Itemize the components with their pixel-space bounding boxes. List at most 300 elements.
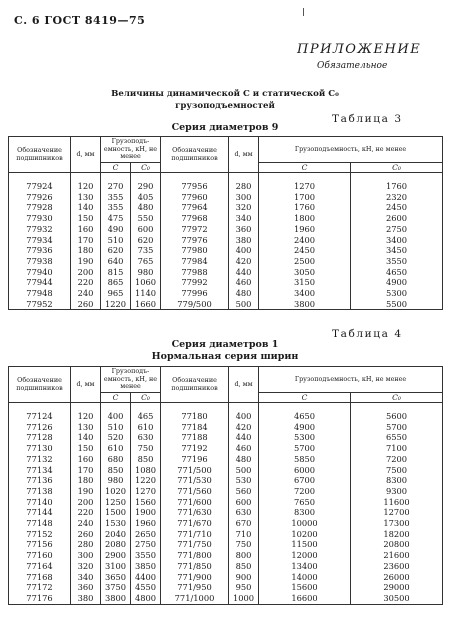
cell-d: 750 — [229, 539, 259, 550]
cell-designation: 77128 — [9, 432, 71, 443]
col-d: d, мм — [71, 137, 101, 173]
cell-c0: 620 — [131, 235, 161, 246]
cell-designation: 77160 — [9, 550, 71, 561]
cell-designation: 77976 — [161, 235, 229, 246]
cell-designation: 771/900 — [161, 572, 229, 583]
cell-designation: 77152 — [9, 529, 71, 540]
table-row — [9, 465, 443, 476]
cell-designation: 77930 — [9, 213, 71, 224]
margin-mark — [303, 8, 304, 16]
col-capacity-2: Грузоподъемность, кН, не менее — [259, 137, 443, 163]
cell-d: 440 — [229, 432, 259, 443]
cell-d: 500 — [229, 299, 259, 310]
cell-d: 380 — [229, 235, 259, 246]
appendix-note: Обязательное — [317, 61, 388, 71]
cell-d: 130 — [71, 192, 101, 203]
cell-c0: 7500 — [351, 465, 443, 476]
table-3-label: Таблица 3 — [332, 113, 403, 125]
cell-designation: 77124 — [9, 411, 71, 422]
cell-c0: 29000 — [351, 582, 443, 593]
table-row — [9, 245, 443, 256]
appendix-title: ПРИЛОЖЕНИЕ — [297, 42, 422, 57]
cell-c: 10000 — [259, 518, 351, 529]
cell-c0: 4400 — [131, 572, 161, 583]
cell-c0: 2750 — [351, 224, 443, 235]
cell-c: 8300 — [259, 507, 351, 518]
cell-c0: 1080 — [131, 465, 161, 476]
cell-d: 130 — [71, 422, 101, 433]
cell-designation: 77968 — [161, 213, 229, 224]
cell-c: 2080 — [101, 539, 131, 550]
cell-d: 340 — [71, 572, 101, 583]
cell-c: 400 — [101, 411, 131, 422]
cell-c0: 2450 — [351, 202, 443, 213]
cell-c0: 4650 — [351, 267, 443, 278]
table-row — [9, 497, 443, 508]
cell-c: 3800 — [101, 593, 131, 604]
table-row — [9, 432, 443, 443]
cell-c: 815 — [101, 267, 131, 278]
cell-c: 5700 — [259, 443, 351, 454]
table-row — [9, 593, 443, 604]
cell-d: 400 — [229, 411, 259, 422]
cell-d: 320 — [229, 202, 259, 213]
table-row — [9, 256, 443, 267]
cell-c0: 1060 — [131, 277, 161, 288]
cell-d: 140 — [71, 432, 101, 443]
cell-c: 640 — [101, 256, 131, 267]
cell-c: 7650 — [259, 497, 351, 508]
cell-d: 140 — [71, 202, 101, 213]
cell-d: 420 — [229, 422, 259, 433]
table-row — [9, 277, 443, 288]
col-c0-2: C₀ — [351, 162, 443, 173]
cell-designation: 77960 — [161, 192, 229, 203]
cell-d: 160 — [71, 454, 101, 465]
cell-c: 3150 — [259, 277, 351, 288]
table-row — [9, 235, 443, 246]
cell-d: 170 — [71, 235, 101, 246]
cell-designation: 77952 — [9, 299, 71, 310]
col-capacity: Грузоподъ-емность, кН, не менее — [101, 367, 161, 393]
cell-d: 530 — [229, 475, 259, 486]
table-row — [9, 299, 443, 310]
cell-d: 360 — [229, 224, 259, 235]
cell-c0: 8300 — [351, 475, 443, 486]
caption-line-2: грузоподъемностей — [175, 101, 275, 111]
cell-designation: 771/630 — [161, 507, 229, 518]
col-c0-2: C₀ — [351, 392, 443, 403]
cell-d: 500 — [229, 465, 259, 476]
cell-designation: 77988 — [161, 267, 229, 278]
cell-d: 600 — [229, 497, 259, 508]
cell-d: 120 — [71, 411, 101, 422]
cell-c0: 290 — [131, 181, 161, 192]
cell-c: 1500 — [101, 507, 131, 518]
cell-c: 1760 — [259, 202, 351, 213]
cell-d: 420 — [229, 256, 259, 267]
cell-d: 180 — [71, 245, 101, 256]
cell-c0: 1220 — [131, 475, 161, 486]
cell-designation: 771/850 — [161, 561, 229, 572]
table-row — [9, 224, 443, 235]
table-3-body — [9, 173, 443, 310]
cell-d: 160 — [71, 224, 101, 235]
col-c: C — [101, 162, 131, 173]
cell-designation: 77156 — [9, 539, 71, 550]
cell-c0: 4800 — [131, 593, 161, 604]
cell-designation: 77944 — [9, 277, 71, 288]
table-row — [9, 192, 443, 203]
cell-c: 620 — [101, 245, 131, 256]
cell-c: 6000 — [259, 465, 351, 476]
cell-d: 320 — [71, 561, 101, 572]
col-designation: Обозначение подшипников — [9, 367, 71, 403]
cell-d: 460 — [229, 443, 259, 454]
col-c0: C₀ — [131, 162, 161, 173]
cell-c: 1700 — [259, 192, 351, 203]
cell-c: 980 — [101, 475, 131, 486]
table-row — [9, 561, 443, 572]
cell-designation: 77972 — [161, 224, 229, 235]
cell-c: 15600 — [259, 582, 351, 593]
cell-c0: 5600 — [351, 411, 443, 422]
cell-designation: 77926 — [9, 192, 71, 203]
col-d-2: d, мм — [229, 367, 259, 403]
cell-d: 180 — [71, 475, 101, 486]
cell-c: 2040 — [101, 529, 131, 540]
cell-c0: 18200 — [351, 529, 443, 540]
cell-d: 240 — [71, 518, 101, 529]
cell-c: 850 — [101, 465, 131, 476]
cell-c0: 2320 — [351, 192, 443, 203]
cell-designation: 779/500 — [161, 299, 229, 310]
cell-d: 280 — [71, 539, 101, 550]
cell-c: 3400 — [259, 288, 351, 299]
cell-c0: 5500 — [351, 299, 443, 310]
cell-c0: 3450 — [351, 245, 443, 256]
cell-c0: 600 — [131, 224, 161, 235]
table-4-label: Таблица 4 — [332, 328, 403, 340]
cell-d: 380 — [71, 593, 101, 604]
table-row — [9, 582, 443, 593]
cell-c: 680 — [101, 454, 131, 465]
cell-c: 3800 — [259, 299, 351, 310]
cell-c: 1220 — [101, 299, 131, 310]
col-capacity: Грузоподъ-емность, кН, не менее — [101, 137, 161, 163]
table-4 — [8, 366, 443, 605]
cell-designation: 771/560 — [161, 486, 229, 497]
cell-c0: 1760 — [351, 181, 443, 192]
table-row — [9, 213, 443, 224]
cell-designation: 771/500 — [161, 465, 229, 476]
cell-d: 480 — [229, 288, 259, 299]
cell-designation: 77144 — [9, 507, 71, 518]
cell-c0: 630 — [131, 432, 161, 443]
cell-c: 520 — [101, 432, 131, 443]
cell-c0: 465 — [131, 411, 161, 422]
cell-designation: 77168 — [9, 572, 71, 583]
cell-d: 850 — [229, 561, 259, 572]
col-d: d, мм — [71, 367, 101, 403]
cell-d: 480 — [229, 454, 259, 465]
cell-d: 560 — [229, 486, 259, 497]
cell-d: 340 — [229, 213, 259, 224]
cell-designation: 77134 — [9, 465, 71, 476]
cell-designation: 77948 — [9, 288, 71, 299]
cell-c: 510 — [101, 235, 131, 246]
cell-designation: 77176 — [9, 593, 71, 604]
cell-c: 16600 — [259, 593, 351, 604]
cell-designation: 771/530 — [161, 475, 229, 486]
table-row — [9, 507, 443, 518]
cell-c0: 3850 — [131, 561, 161, 572]
cell-designation: 77130 — [9, 443, 71, 454]
cell-c0: 23600 — [351, 561, 443, 572]
table-row — [9, 529, 443, 540]
cell-designation: 77184 — [161, 422, 229, 433]
cell-d: 460 — [229, 277, 259, 288]
col-c: C — [101, 392, 131, 403]
cell-c0: 7200 — [351, 454, 443, 465]
cell-c: 1800 — [259, 213, 351, 224]
cell-d: 220 — [71, 507, 101, 518]
table-row — [9, 443, 443, 454]
col-designation-2: Обозначение подшипников — [161, 137, 229, 173]
cell-d: 190 — [71, 256, 101, 267]
cell-designation: 77188 — [161, 432, 229, 443]
cell-designation: 77136 — [9, 475, 71, 486]
cell-c0: 2600 — [351, 213, 443, 224]
cell-d: 400 — [229, 245, 259, 256]
cell-d: 300 — [229, 192, 259, 203]
cell-c: 3650 — [101, 572, 131, 583]
col-designation: Обозначение подшипников — [9, 137, 71, 173]
table-row — [9, 422, 443, 433]
cell-d: 280 — [229, 181, 259, 192]
cell-c0: 30500 — [351, 593, 443, 604]
cell-designation: 771/800 — [161, 550, 229, 561]
cell-d: 150 — [71, 213, 101, 224]
cell-c: 355 — [101, 202, 131, 213]
cell-c: 12000 — [259, 550, 351, 561]
cell-c: 4900 — [259, 422, 351, 433]
cell-c: 270 — [101, 181, 131, 192]
table-3 — [8, 136, 443, 310]
cell-designation: 77996 — [161, 288, 229, 299]
table-row — [9, 550, 443, 561]
cell-designation: 771/1000 — [161, 593, 229, 604]
cell-designation: 77932 — [9, 224, 71, 235]
cell-d: 170 — [71, 465, 101, 476]
cell-c0: 4550 — [131, 582, 161, 593]
cell-c0: 3550 — [351, 256, 443, 267]
col-c-2: C — [259, 392, 351, 403]
cell-c0: 610 — [131, 422, 161, 433]
cell-c: 355 — [101, 192, 131, 203]
cell-d: 360 — [71, 582, 101, 593]
cell-d: 710 — [229, 529, 259, 540]
cell-c: 510 — [101, 422, 131, 433]
cell-designation: 77126 — [9, 422, 71, 433]
col-capacity-2: Грузоподъемность, кН, не менее — [259, 367, 443, 393]
cell-c: 3050 — [259, 267, 351, 278]
cell-c: 475 — [101, 213, 131, 224]
cell-designation: 77956 — [161, 181, 229, 192]
cell-d: 240 — [71, 288, 101, 299]
cell-designation: 77196 — [161, 454, 229, 465]
cell-c0: 1960 — [131, 518, 161, 529]
cell-c: 7200 — [259, 486, 351, 497]
cell-designation: 77938 — [9, 256, 71, 267]
cell-d: 260 — [71, 299, 101, 310]
cell-d: 150 — [71, 443, 101, 454]
table-3-series: Серия диаметров 9 — [171, 122, 279, 133]
cell-c0: 5700 — [351, 422, 443, 433]
cell-designation: 77964 — [161, 202, 229, 213]
cell-c0: 26000 — [351, 572, 443, 583]
col-c0: C₀ — [131, 392, 161, 403]
cell-designation: 771/710 — [161, 529, 229, 540]
cell-d: 190 — [71, 486, 101, 497]
cell-c0: 20800 — [351, 539, 443, 550]
cell-c0: 405 — [131, 192, 161, 203]
cell-c: 2900 — [101, 550, 131, 561]
cell-c: 965 — [101, 288, 131, 299]
col-c-2: C — [259, 162, 351, 173]
cell-d: 670 — [229, 518, 259, 529]
cell-c: 2450 — [259, 245, 351, 256]
spacer-row — [9, 173, 443, 182]
table-row — [9, 288, 443, 299]
cell-designation: 77934 — [9, 235, 71, 246]
cell-designation: 77992 — [161, 277, 229, 288]
table-4-subseries: Нормальная серия ширин — [151, 351, 299, 362]
cell-c: 2500 — [259, 256, 351, 267]
cell-c: 3100 — [101, 561, 131, 572]
cell-designation: 771/750 — [161, 539, 229, 550]
cell-c0: 4900 — [351, 277, 443, 288]
table-4-series — [90, 339, 360, 363]
cell-d: 630 — [229, 507, 259, 518]
cell-c: 865 — [101, 277, 131, 288]
cell-c0: 3550 — [131, 550, 161, 561]
cell-designation: 77172 — [9, 582, 71, 593]
cell-c0: 1900 — [131, 507, 161, 518]
cell-c0: 550 — [131, 213, 161, 224]
cell-designation: 77138 — [9, 486, 71, 497]
cell-designation: 77180 — [161, 411, 229, 422]
cell-c: 6700 — [259, 475, 351, 486]
cell-c0: 750 — [131, 443, 161, 454]
cell-d: 300 — [71, 550, 101, 561]
table-4-body — [9, 403, 443, 605]
cell-c0: 12700 — [351, 507, 443, 518]
cell-designation: 771/600 — [161, 497, 229, 508]
cell-c: 490 — [101, 224, 131, 235]
cell-d: 200 — [71, 267, 101, 278]
cell-c0: 11600 — [351, 497, 443, 508]
table-4-series-title: Серия диаметров 1 — [171, 339, 279, 350]
cell-d: 950 — [229, 582, 259, 593]
cell-designation: 77924 — [9, 181, 71, 192]
spacer-row — [9, 403, 443, 412]
cell-designation: 77984 — [161, 256, 229, 267]
cell-c: 13400 — [259, 561, 351, 572]
cell-c: 1530 — [101, 518, 131, 529]
cell-c: 4650 — [259, 411, 351, 422]
cell-d: 800 — [229, 550, 259, 561]
table-row — [9, 539, 443, 550]
cell-c: 1960 — [259, 224, 351, 235]
cell-c: 1250 — [101, 497, 131, 508]
cell-c0: 765 — [131, 256, 161, 267]
cell-c0: 735 — [131, 245, 161, 256]
cell-c0: 3400 — [351, 235, 443, 246]
cell-c: 1270 — [259, 181, 351, 192]
cell-c: 11500 — [259, 539, 351, 550]
cell-c0: 5300 — [351, 288, 443, 299]
cell-d: 220 — [71, 277, 101, 288]
table-row — [9, 267, 443, 278]
cell-designation: 771/670 — [161, 518, 229, 529]
table-row — [9, 518, 443, 529]
cell-c0: 21600 — [351, 550, 443, 561]
cell-c0: 850 — [131, 454, 161, 465]
cell-c0: 6550 — [351, 432, 443, 443]
cell-c: 10200 — [259, 529, 351, 540]
cell-c0: 480 — [131, 202, 161, 213]
cell-c0: 980 — [131, 267, 161, 278]
cell-d: 260 — [71, 529, 101, 540]
table-row — [9, 475, 443, 486]
cell-designation: 77164 — [9, 561, 71, 572]
cell-c: 3750 — [101, 582, 131, 593]
cell-designation: 77148 — [9, 518, 71, 529]
cell-designation: 77936 — [9, 245, 71, 256]
cell-c: 5300 — [259, 432, 351, 443]
cell-c: 1020 — [101, 486, 131, 497]
caption — [90, 88, 360, 112]
cell-c0: 2750 — [131, 539, 161, 550]
cell-designation: 77132 — [9, 454, 71, 465]
cell-designation: 77140 — [9, 497, 71, 508]
table-row — [9, 202, 443, 213]
cell-c0: 7100 — [351, 443, 443, 454]
caption-line-1: Величины динамической С и статической C₀ — [111, 89, 339, 99]
cell-c0: 1140 — [131, 288, 161, 299]
cell-c: 2400 — [259, 235, 351, 246]
cell-c0: 2650 — [131, 529, 161, 540]
cell-d: 1000 — [229, 593, 259, 604]
table-row — [9, 486, 443, 497]
table-row — [9, 181, 443, 192]
cell-designation: 77940 — [9, 267, 71, 278]
cell-d: 440 — [229, 267, 259, 278]
cell-c: 14000 — [259, 572, 351, 583]
cell-d: 120 — [71, 181, 101, 192]
cell-c0: 17300 — [351, 518, 443, 529]
cell-c0: 1560 — [131, 497, 161, 508]
table-row — [9, 454, 443, 465]
cell-c0: 1270 — [131, 486, 161, 497]
cell-designation: 77192 — [161, 443, 229, 454]
cell-d: 900 — [229, 572, 259, 583]
cell-designation: 77928 — [9, 202, 71, 213]
cell-designation: 771/950 — [161, 582, 229, 593]
cell-c: 610 — [101, 443, 131, 454]
cell-c: 5850 — [259, 454, 351, 465]
